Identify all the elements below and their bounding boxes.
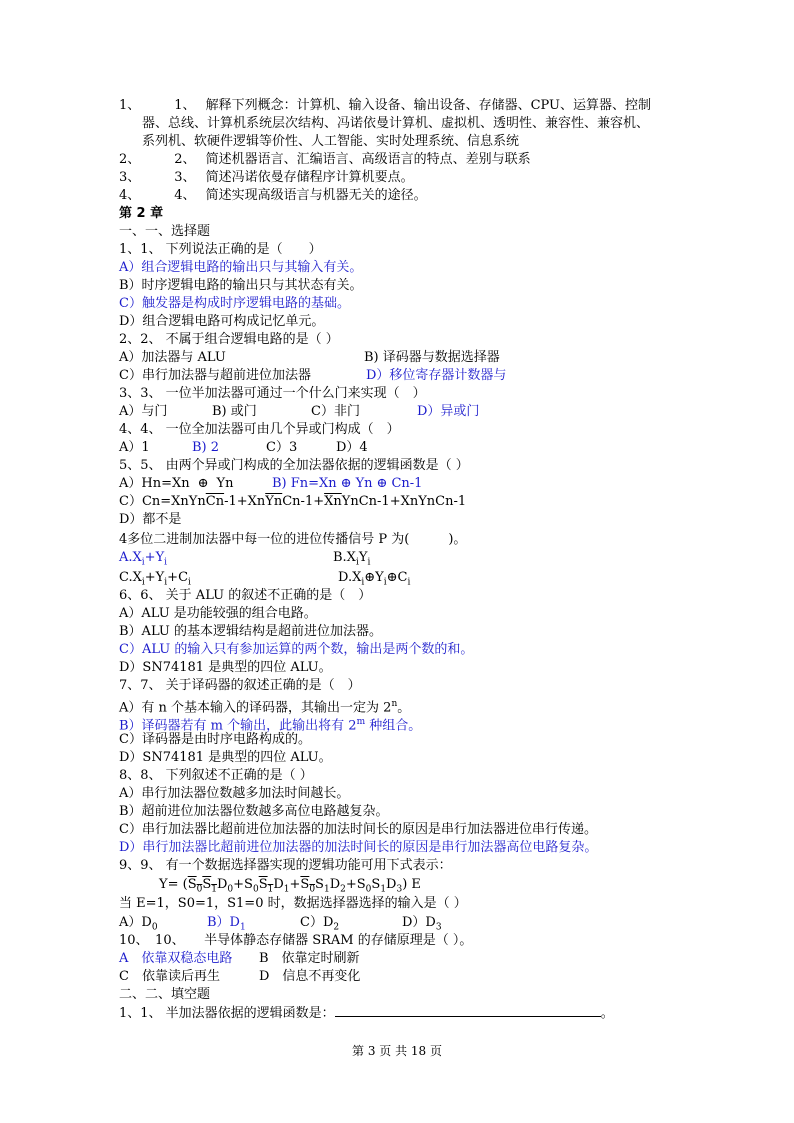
q10-option-b: $B)D_1$ (207, 915, 246, 933)
q7-stem: 6、6、 关于 ALU 的叙述不正确的是（ ） (119, 588, 372, 603)
ch1-question-4: 4、 4、 简述实现高级语言与机器无关的途径。 (119, 188, 427, 203)
q8-option-d: D）SN74181 是典型的四位 ALU。 (119, 750, 332, 765)
q11-option-c: C 依靠读后再生 (119, 969, 220, 984)
q11-option-a: A 依靠双稳态电路 (119, 951, 233, 966)
q3-option-c: C）非门 (311, 404, 360, 419)
q6-option-a: $A.X_i+Y_i$ (119, 550, 168, 568)
q10-condition: 当 E=1，S0=1，S1=0 时，数据选择器选择的输入是（ ） (119, 896, 467, 911)
q2-option-d: D）移位寄存器计数器与 (366, 368, 507, 383)
q4-option-a: A）1 (119, 440, 150, 455)
ch1-question-1: 1、 1、 解释下列概念：计算机、输入设备、输出设备、存储器、CPU、运算器、控制 (119, 98, 651, 113)
q4-stem: 4、4、 一位全加法器可由几个异或门构成（ ） (119, 422, 400, 437)
q9-option-c: C）串行加法器比超前进位加法器的加法时间长的原因是串行加法器进位串行传递。 (119, 822, 597, 837)
q9-option-b: B）超前进位加法器位数越多高位电路越复杂。 (119, 804, 389, 819)
q5-option-b: B) Fn=Xn ⊕ Yn ⊕ Cn-1 (272, 476, 423, 491)
q6-option-b: $B.X_iY_i$ (333, 550, 371, 568)
section-fill-title: 二、二、填空题 (119, 987, 211, 1002)
q2-option-b: B) 译码器与数据选择器 (364, 350, 500, 365)
xor-symbol: ⊕ (376, 476, 388, 491)
q7-option-b: B）ALU 的基本逻辑结构是超前进位加法器。 (119, 624, 382, 639)
q4-option-d: D）4 (336, 440, 368, 455)
q10-option-c: $C)D_2$ (300, 915, 340, 933)
q11-stem: 10、 10、 半导体静态存储器 SRAM 的存储原理是（ ）。 (119, 933, 473, 948)
q10-option-d: $D)D_3$ (402, 915, 442, 933)
q8-option-a: A）有 n 个基本输入的译码器，其输出一定为 2$^n$。 (119, 699, 411, 716)
chapter-2-title: 第 2 章 (119, 206, 164, 221)
q3-stem: 3、3、 一位半加法器可通过一个什么门来实现（ ） (119, 386, 426, 401)
q5-option-c: $C)Cn=XnYn\overline{Cn}-1+Xn\overline{Yn}Cn-1+\overline{Xn}YnCn-1+XnYnCn-1$ (119, 494, 467, 509)
q7-option-a: A）ALU 是功能较强的组合电路。 (119, 606, 317, 621)
q7-option-d: D）SN74181 是典型的四位 ALU。 (119, 660, 332, 675)
q5-option-d: D）都不是 (119, 512, 182, 527)
section-choice-title: 一、一、选择题 (119, 224, 211, 239)
q11-option-b: B 依靠定时刷新 (259, 951, 360, 966)
q1-option-c: C）触发器是构成时序逻辑电路的基础。 (119, 296, 350, 311)
q3-option-d: D）异或门 (417, 404, 480, 419)
q4-option-c: C）3 (266, 440, 298, 455)
q2-option-a: A）加法器与 ALU (119, 350, 226, 365)
q6-stem: 4多位二进制加法器中每一位的进位传播信号 P 为( )。 (119, 532, 467, 547)
q1-option-b: B）时序逻辑电路的输出只与其状态有关。 (119, 278, 363, 293)
q6-option-c: $C.X_i+Y_i+C_i$ (119, 570, 191, 588)
q6-option-d: $D.X_i\oplus Y_i\oplus C_i$ (338, 570, 411, 588)
q3-option-a: A）与门 (119, 404, 168, 419)
q9-option-a: A）串行加法器位数越多加法时间越长。 (119, 786, 350, 801)
page-footer: 第 3 页 共 18 页 (352, 1044, 442, 1058)
q10-stem: 9、9、 有一个数据选择器实现的逻辑功能可用下式表示： (119, 858, 452, 873)
ch1-question-2: 2、 2、 简述机器语言、汇编语言、高级语言的特点、差别与联系 (119, 152, 531, 167)
q2-option-c: C）串行加法器与超前进位加法器 (119, 368, 311, 383)
q1-option-a: A）组合逻辑电路的输出只与其输入有关。 (119, 260, 363, 275)
fill-question-1: 1、1、 半加法器依据的逻辑函数是： 。 (119, 1006, 614, 1021)
ch1-question-1-cont-2: 系列机、软硬件逻辑等价性、人工智能、实时处理系统、信息系统 (142, 134, 520, 149)
ch1-question-3: 3、 3、 简述冯诺依曼存储程序计算机要点。 (119, 170, 414, 185)
q2-stem: 2、2、 不属于组合逻辑电路的是（ ） (119, 332, 339, 347)
answer-blank[interactable] (335, 1004, 601, 1017)
q1-stem: 1、1、 下列说法正确的是（ ） (119, 242, 322, 257)
q4-option-b: B) 2 (192, 440, 220, 455)
xor-symbol: ⊕ (197, 476, 209, 491)
q8-stem: 7、7、 关于译码器的叙述正确的是（ ） (119, 678, 361, 693)
q9-stem: 8、8、 下列叙述不正确的是（ ） (119, 768, 313, 783)
q11-option-d: D 信息不再变化 (259, 969, 361, 984)
q8-option-b: B）译码器若有 m 个输出，此输出将有 2$^m$ 种组合。 (119, 717, 422, 734)
q7-option-c: C）ALU 的输入只有参加运算的两个数，输出是两个数的和。 (119, 642, 474, 657)
q10-option-a: $A)D_0$ (119, 915, 158, 933)
q5-option-a: A）Hn=Xn ⊕ Yn (119, 476, 234, 491)
q5-stem: 5、5、 由两个异或门构成的全加法器依据的逻辑函数是（ ） (119, 458, 469, 473)
q10-formula: $Y= (S_0S_1D_0+S_0S_1D_1+S_0S_1D_2+S_0S_1D_3)$ E (159, 877, 421, 895)
q8-option-c: C）译码器是由时序电路构成的。 (119, 732, 311, 747)
q9-option-d: D）串行加法器比超前进位加法器的加法时间长的原因是串行加法器高位电路复杂。 (119, 840, 598, 855)
q3-option-b: B) 或门 (212, 404, 257, 419)
ch1-question-1-cont-1: 器、总线、计算机系统层次结构、冯诺依曼计算机、虚拟机、透明性、兼容性、兼容机、 (142, 116, 650, 131)
q1-option-d: D）组合逻辑电路可构成记忆单元。 (119, 314, 325, 329)
xor-symbol: ⊕ (340, 476, 352, 491)
